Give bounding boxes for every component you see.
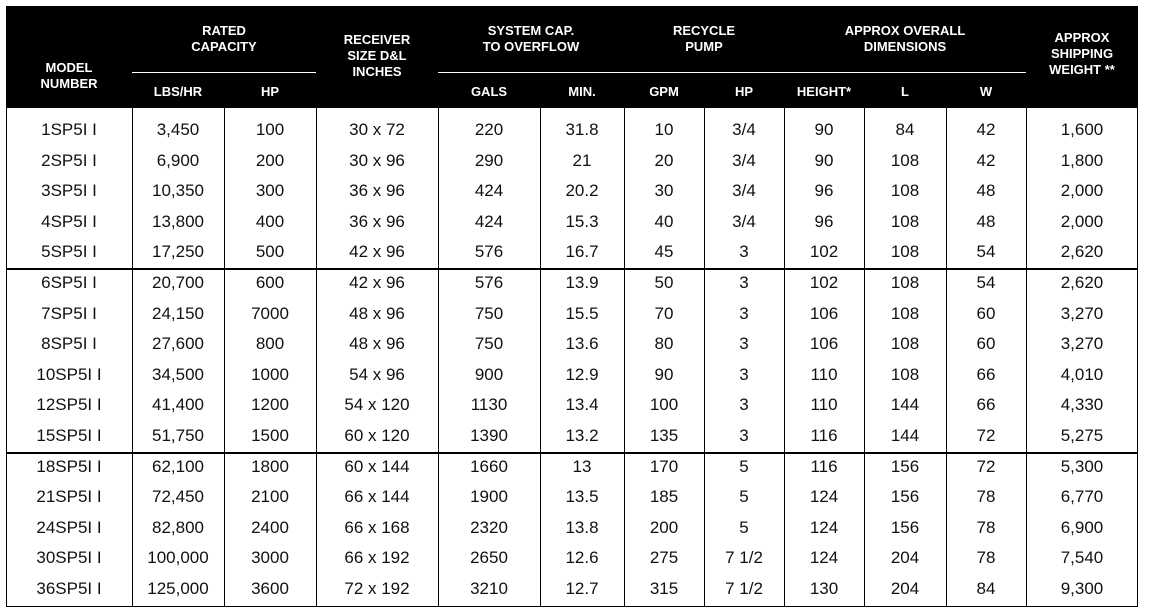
table-cell: 5 <box>739 457 749 476</box>
table-cell: 18SP5I I <box>36 457 102 476</box>
table-cell: 62,100 <box>152 457 204 476</box>
table-cell: 54 <box>976 273 996 292</box>
table-cell: 106 <box>809 334 839 353</box>
table-cell: 2650 <box>470 548 508 567</box>
table-cell: 125,000 <box>147 579 209 598</box>
table-cell: 600 <box>255 273 285 292</box>
table-cell: 3,270 <box>1060 304 1104 323</box>
table-cell: 1900 <box>470 487 508 506</box>
table-cell: 124 <box>809 518 839 537</box>
table-cell: 400 <box>255 212 285 231</box>
header-rule-groups <box>438 72 1026 73</box>
table-cell: 17,250 <box>152 242 204 261</box>
table-cell: 135 <box>649 426 679 445</box>
table-cell: 21 <box>572 151 592 170</box>
table-cell: 15.3 <box>565 212 599 231</box>
table-cell: 16.7 <box>565 242 599 261</box>
table-cell: 13.9 <box>565 273 599 292</box>
table-cell: 66 <box>976 395 996 414</box>
table-cell: 1500 <box>251 426 289 445</box>
table-cell: 42 <box>976 151 996 170</box>
table-cell: 102 <box>809 242 839 261</box>
table-cell: 200 <box>649 518 679 537</box>
table-cell: 750 <box>474 334 504 353</box>
table-cell: 66 <box>976 365 996 384</box>
table-cell: 7 1/2 <box>725 548 763 567</box>
table-cell: 290 <box>474 151 504 170</box>
table-cell: 124 <box>809 487 839 506</box>
header-recycle-pump: RECYCLE PUMP <box>672 23 736 54</box>
table-cell: 2100 <box>251 487 289 506</box>
table-cell: 42 x 96 <box>349 273 405 292</box>
table-cell: 424 <box>474 181 504 200</box>
table-cell: 3 <box>739 242 749 261</box>
table-cell: 204 <box>890 548 920 567</box>
table-cell: 5,300 <box>1060 457 1104 476</box>
table-cell: 3/4 <box>732 212 756 231</box>
table-cell: 156 <box>890 518 920 537</box>
table-cell: 156 <box>890 457 920 476</box>
table-cell: 34,500 <box>152 365 204 384</box>
table-cell: 315 <box>649 579 679 598</box>
table-cell: 108 <box>890 151 920 170</box>
table-cell: 90 <box>814 151 834 170</box>
table-cell: 36 x 96 <box>349 181 405 200</box>
table-cell: 60 x 120 <box>344 426 410 445</box>
table-cell: 90 <box>814 120 834 139</box>
table-header <box>6 6 1138 108</box>
table-cell: 7SP5I I <box>41 304 97 323</box>
table-cell: 72 <box>976 457 996 476</box>
table-cell: 36 x 96 <box>349 212 405 231</box>
table-cell: 20,700 <box>152 273 204 292</box>
table-cell: 24,150 <box>152 304 204 323</box>
table-cell: 24SP5I I <box>36 518 102 537</box>
table-cell: 3 <box>739 365 749 384</box>
table-cell: 78 <box>976 518 996 537</box>
table-cell: 36SP5I I <box>36 579 102 598</box>
table-cell: 185 <box>649 487 679 506</box>
table-cell: 60 x 144 <box>344 457 410 476</box>
table-cell: 66 x 144 <box>344 487 410 506</box>
table-cell: 30 x 96 <box>349 151 405 170</box>
table-cell: 48 x 96 <box>349 304 405 323</box>
table-cell: 3 <box>739 395 749 414</box>
table-cell: 116 <box>810 426 838 445</box>
table-cell: 12.6 <box>565 548 599 567</box>
table-cell: 13.5 <box>565 487 599 506</box>
table-cell: 41,400 <box>152 395 204 414</box>
table-cell: 300 <box>255 181 285 200</box>
row-group-separator <box>7 268 1137 270</box>
table-cell: 106 <box>809 304 839 323</box>
table-cell: 54 <box>976 242 996 261</box>
table-cell: 51,750 <box>152 426 204 445</box>
table-cell: 27,600 <box>152 334 204 353</box>
header-gals: GALS <box>470 84 508 99</box>
table-cell: 116 <box>810 457 838 476</box>
table-cell: 54 x 120 <box>344 395 410 414</box>
table-cell: 750 <box>474 304 504 323</box>
table-cell: 108 <box>890 181 920 200</box>
table-cell: 13.6 <box>565 334 599 353</box>
table-cell: 10,350 <box>152 181 204 200</box>
table-cell: 3SP5I I <box>41 181 97 200</box>
table-cell: 5 <box>739 518 749 537</box>
table-cell: 12SP5I I <box>36 395 102 414</box>
table-cell: 20.2 <box>565 181 599 200</box>
table-cell: 8SP5I I <box>41 334 97 353</box>
table-cell: 130 <box>809 579 839 598</box>
table-cell: 3,450 <box>156 120 200 139</box>
table-cell: 31.8 <box>565 120 599 139</box>
table-cell: 13,800 <box>152 212 204 231</box>
table-cell: 108 <box>890 242 920 261</box>
table-cell: 13.8 <box>565 518 599 537</box>
table-cell: 7000 <box>251 304 289 323</box>
table-cell: 156 <box>890 487 920 506</box>
table-cell: 1130 <box>470 395 508 414</box>
table-cell: 1800 <box>251 457 289 476</box>
header-hp: HP <box>260 84 280 99</box>
table-cell: 2,620 <box>1060 273 1104 292</box>
table-cell: 1SP5I I <box>41 120 97 139</box>
table-cell: 102 <box>809 273 839 292</box>
table-cell: 5SP5I I <box>41 242 97 261</box>
table-cell: 3/4 <box>732 151 756 170</box>
table-cell: 42 <box>976 120 996 139</box>
header-shipping-weight: APPROX SHIPPING WEIGHT ** <box>1049 30 1115 77</box>
table-cell: 12.7 <box>565 579 599 598</box>
table-cell: 6SP5I I <box>41 273 97 292</box>
table-cell: 9,300 <box>1060 579 1104 598</box>
table-cell: 13.2 <box>565 426 599 445</box>
table-cell: 21SP5I I <box>36 487 102 506</box>
table-cell: 10 <box>654 120 674 139</box>
table-cell: 1,600 <box>1060 120 1104 139</box>
table-cell: 108 <box>890 273 920 292</box>
table-cell: 3 <box>739 334 749 353</box>
table-cell: 45 <box>654 242 674 261</box>
table-cell: 124 <box>809 548 839 567</box>
table-cell: 500 <box>255 242 285 261</box>
table-cell: 3000 <box>251 548 289 567</box>
table-cell: 204 <box>890 579 920 598</box>
table-cell: 82,800 <box>152 518 204 537</box>
table-cell: 66 x 168 <box>344 518 410 537</box>
table-cell: 48 <box>976 212 996 231</box>
table-cell: 800 <box>255 334 285 353</box>
table-cell: 100 <box>255 120 285 139</box>
table-cell: 275 <box>649 548 679 567</box>
table-cell: 108 <box>890 334 920 353</box>
table-cell: 2,620 <box>1060 242 1104 261</box>
table-cell: 54 x 96 <box>349 365 405 384</box>
table-cell: 80 <box>654 334 674 353</box>
table-cell: 200 <box>255 151 285 170</box>
table-cell: 2320 <box>470 518 508 537</box>
table-cell: 96 <box>814 181 834 200</box>
table-cell: 13 <box>572 457 592 476</box>
table-cell: 5 <box>739 487 749 506</box>
table-cell: 96 <box>814 212 834 231</box>
table-cell: 72,450 <box>152 487 204 506</box>
table-cell: 220 <box>474 120 504 139</box>
table-cell: 576 <box>474 273 504 292</box>
table-cell: 3 <box>739 304 749 323</box>
header-lbs-hr: LBS/HR <box>153 84 203 99</box>
header-system-capacity: SYSTEM CAP. TO OVERFLOW <box>482 23 580 54</box>
table-cell: 3,270 <box>1060 334 1104 353</box>
table-cell: 100,000 <box>147 548 209 567</box>
header-model-number: MODEL NUMBER <box>40 60 98 91</box>
table-cell: 3600 <box>251 579 289 598</box>
table-cell: 30SP5I I <box>36 548 102 567</box>
table-cell: 108 <box>890 304 920 323</box>
table-cell: 30 <box>654 181 674 200</box>
table-cell: 1,800 <box>1060 151 1104 170</box>
table-cell: 90 <box>654 365 674 384</box>
table-cell: 70 <box>654 304 674 323</box>
table-cell: 170 <box>649 457 679 476</box>
header-height: HEIGHT* <box>796 84 852 99</box>
table-cell: 144 <box>890 395 920 414</box>
table-cell: 3/4 <box>732 120 756 139</box>
table-cell: 60 <box>976 334 996 353</box>
table-cell: 2SP5I I <box>41 151 97 170</box>
table-cell: 7,540 <box>1060 548 1104 567</box>
table-cell: 100 <box>649 395 679 414</box>
table-cell: 2400 <box>251 518 289 537</box>
header-receiver-size: RECEIVER SIZE D&L INCHES <box>343 32 411 79</box>
header-length: L <box>901 84 909 99</box>
table-cell: 110 <box>810 395 838 414</box>
table-cell: 1000 <box>251 365 289 384</box>
table-cell: 576 <box>474 242 504 261</box>
table-cell: 30 x 72 <box>349 120 405 139</box>
table-cell: 60 <box>976 304 996 323</box>
table-cell: 1660 <box>470 457 508 476</box>
table-cell: 4,330 <box>1060 395 1104 414</box>
table-cell: 108 <box>890 365 920 384</box>
header-min: MIN. <box>568 84 596 99</box>
table-cell: 1390 <box>470 426 508 445</box>
table-cell: 1200 <box>251 395 289 414</box>
table-cell: 84 <box>976 579 996 598</box>
table-cell: 6,900 <box>1060 518 1104 537</box>
table-cell: 6,770 <box>1060 487 1104 506</box>
header-rule-rated-capacity <box>132 72 316 73</box>
table-cell: 144 <box>890 426 920 445</box>
table-cell: 6,900 <box>156 151 200 170</box>
table-cell: 78 <box>976 548 996 567</box>
header-rated-capacity: RATED CAPACITY <box>191 23 257 54</box>
table-cell: 12.9 <box>565 365 599 384</box>
header-approx-dimensions: APPROX OVERALL DIMENSIONS <box>844 23 966 54</box>
table-cell: 4SP5I I <box>41 212 97 231</box>
table-cell: 66 x 192 <box>344 548 410 567</box>
table-cell: 110 <box>810 365 838 384</box>
table-cell: 5,275 <box>1060 426 1104 445</box>
table-cell: 72 x 192 <box>344 579 410 598</box>
table-cell: 20 <box>654 151 674 170</box>
table-cell: 2,000 <box>1060 181 1104 200</box>
table-cell: 4,010 <box>1060 365 1104 384</box>
table-cell: 72 <box>976 426 996 445</box>
table-cell: 84 <box>895 120 915 139</box>
table-cell: 3210 <box>470 579 508 598</box>
table-cell: 424 <box>474 212 504 231</box>
table-cell: 48 <box>976 181 996 200</box>
table-cell: 40 <box>654 212 674 231</box>
table-cell: 78 <box>976 487 996 506</box>
table-cell: 42 x 96 <box>349 242 405 261</box>
header-width: W <box>979 84 993 99</box>
table-cell: 15SP5I I <box>36 426 102 445</box>
table-cell: 7 1/2 <box>725 579 763 598</box>
table-cell: 900 <box>474 365 504 384</box>
table-cell: 3/4 <box>732 181 756 200</box>
table-cell: 3 <box>739 273 749 292</box>
table-cell: 108 <box>890 212 920 231</box>
table-cell: 3 <box>739 426 749 445</box>
table-cell: 13.4 <box>565 395 599 414</box>
table-cell: 50 <box>654 273 674 292</box>
table-cell: 15.5 <box>565 304 599 323</box>
header-gpm: GPM <box>649 84 679 99</box>
table-cell: 48 x 96 <box>349 334 405 353</box>
row-group-separator <box>7 452 1137 454</box>
table-cell: 2,000 <box>1060 212 1104 231</box>
header-pump-hp: HP <box>734 84 754 99</box>
table-cell: 10SP5I I <box>36 365 102 384</box>
